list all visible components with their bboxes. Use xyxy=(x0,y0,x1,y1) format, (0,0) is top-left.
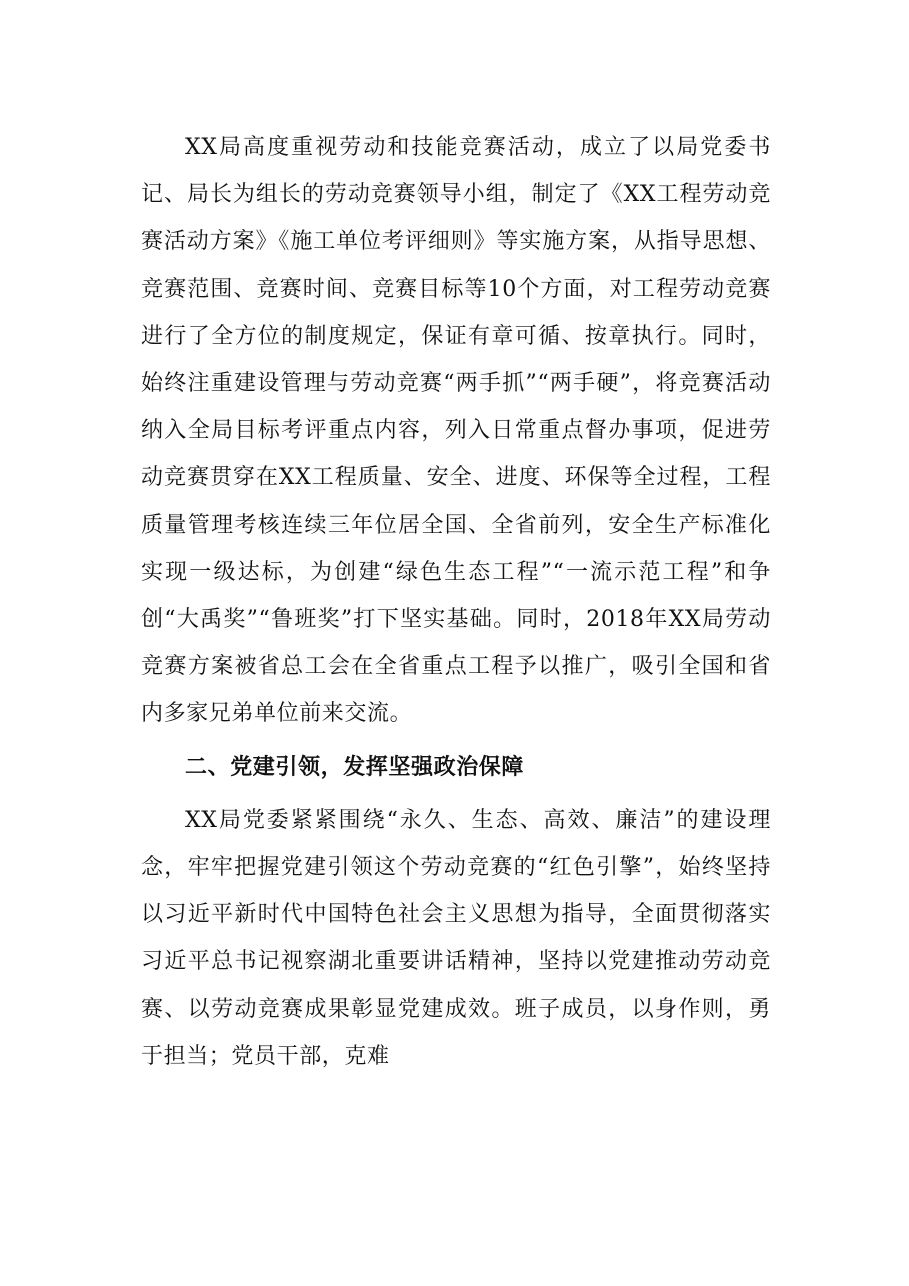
section-heading: 二、党建引领，发挥坚强政治保障 xyxy=(185,754,525,780)
document-body xyxy=(141,124,771,1080)
body-paragraph: XX局高度重视劳动和技能竞赛活动，成立了以局党委书记、局长为组长的劳动竞赛领导小组，制定了《XX工程劳动竞赛活动方案》《施工单位考评细则》等实施方案，从指导思想、竞赛范围、竞赛时间、竞赛目标等10个方面，对工程劳动竞赛进行了全方位的制度规定，保证有章可循、按章执行。同时，始终注重建设管理与劳动竞赛“两手抓”“两手硬”，将竞赛活动纳入全局目标考评重点内容，列入日常重点督办事项，促进劳动竞赛贯穿在XX工程质量、安全、进度、环保等全过程，工程质量管理考核连续三年位居全国、全省前列，安全生产标准化实现一级达标，为创建“绿色生态工程”“一流示范工程”和争创“大禹奖”“鲁班奖”打下坚实基础。同时，2018年XX局劳动竞赛方案被省总工会在全省重点工程予以推广，吸引全国和省内多家兄弟单位前来交流。 xyxy=(141,135,771,727)
body-paragraph: XX局党委紧紧围绕“永久、生态、高效、廉洁”的建设理念，牢牢把握党建引领这个劳动竞赛的“红色引擎”，始终坚持以习近平新时代中国特色社会主义思想为指导，全面贯彻落实习近平总书记视察湖北重要讲话精神，坚持以党建推动劳动竞赛、以劳动竞赛成果彰显党建成效。班子成员，以身作则，勇于担当；党员干部，克难 xyxy=(141,807,771,1069)
